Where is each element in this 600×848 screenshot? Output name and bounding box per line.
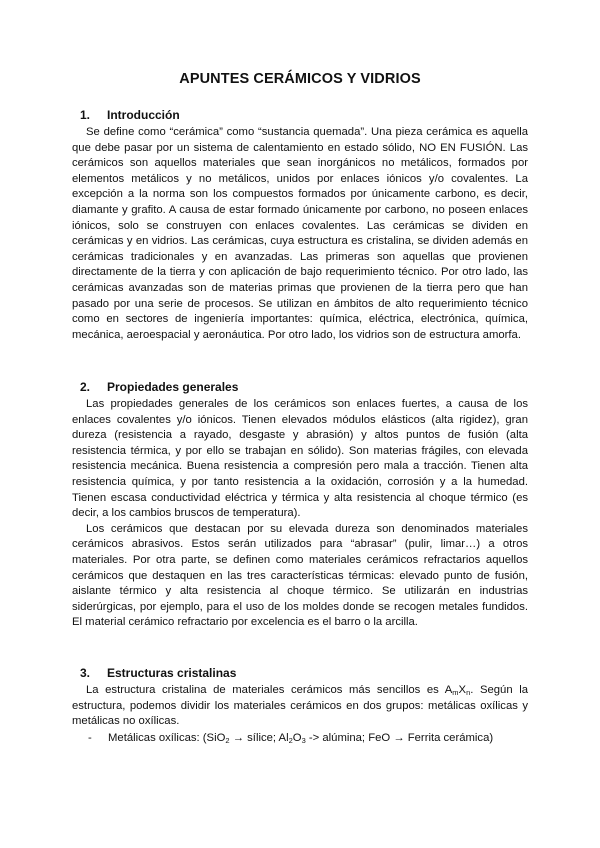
paragraph: Los cerámicos que destacan por su elevada dureza son denominados materiales cerámicos abrasivos. Estos serán utilizados para “abrasar” (pulir, limar…) a otros materiales. Por otra parte, se definen como materiales cerámicos refractarios aquellos cerámicos que destaquen en las tres características térmicas: elevado punto de fusión, aislante térmico y alta resistencia al choque térmico. Se utilizarán en industrias siderúrgicas, por ejemplo, para el uso de los moldes donde se recogen metales fundidos. El material cerámico refractario por excelencia es el barro o la arcilla.: [72, 522, 528, 629]
subscript: n: [466, 688, 471, 697]
page-title: APUNTES CERÁMICOS Y VIDRIOS: [179, 71, 421, 87]
section-heading: [72, 378, 528, 397]
paragraph-text: X: [458, 684, 467, 696]
paragraph: Se define como “cerámica” como “sustancia quemada”. Una pieza cerámica es aquella que debe pasar por un sistema de calentamiento en estado sólido, NO EN FUSIÓN. Las cerámicos son aquellos materiales que sean inorgánicos no metálicos, formados por elementos metálicos y no metálicos, unidos por enlaces iónicos y/o covalentes. La excepción a la norma son los compuestos formados por únicamente carbono, es decir, diamante y grafito. A causa de estar formado únicamente por carbono, no poseen enlaces iónicos, solo se construyen con enlaces covalentes. Las cerámicas se dividen en cerámicas y en vidrios. Las cerámicas, cuya estructura es cristalina, se dividen además en cerámicas tradicionales y en avanzadas. Las primeras son aquellas que provienen directamente de la tierra y con aplicación de bajo requerimiento técnico. Por otro lado, las cerámicas avanzadas son de materias primas que provienen de la tierra pero que han pasado por una serie de procesos. Se utilizan en ámbitos de alto requerimiento técnico como en sectores de ingeniería importantes: química, eléctrica, electrónica, química, mecánica, aeroespacial y aeronáutica. Por otro lado, los vidrios son de estructura amorfa.: [72, 126, 528, 341]
bullet-text-part: → sílice; Al: [229, 731, 289, 744]
section-title: Estructuras cristalinas: [107, 666, 237, 680]
section-title: Introducción: [107, 108, 180, 122]
section-heading: [72, 664, 528, 683]
section-heading: [72, 106, 528, 125]
bullet-text: [108, 730, 528, 746]
section-number: 1.: [80, 108, 91, 122]
section-introduccion: [72, 106, 528, 343]
bullet-text-part: Metálicas oxílicas: (SiO: [108, 731, 226, 744]
paragraph: [72, 683, 528, 730]
bullet-dash: -: [88, 731, 92, 744]
paragraph-text: La estructura cristalina de materiales cerámicos más sencillos es A: [86, 684, 453, 696]
subscript: 2: [288, 735, 293, 745]
section-number: 2.: [80, 380, 91, 394]
paragraph-text: . Según la estructura, podemos dividir los materiales cerámicos en dos grupos: metálicas oxílicas y metálicas no oxílicas.: [72, 684, 528, 728]
bullet-text-part: O: [292, 731, 302, 744]
section-title: Propiedades generales: [107, 380, 239, 394]
subscript: 3: [301, 735, 306, 745]
bullet-text-part: -> alúmina; FeO → Ferrita cerámica): [305, 731, 494, 744]
subscript: m: [452, 688, 459, 697]
list-item: [72, 730, 528, 746]
section-estructuras: [72, 664, 528, 746]
paragraph: Las propiedades generales de los cerámicos son enlaces fuertes, a causa de los enlaces covalentes y/o iónicos. Tienen elevados módulos elásticos (alta rigidez), gran dureza (resistencia a rayado, desgaste y abrasión) y altos puntos de fusión (alta resistencia térmica, y por ello se trabajan en sólido). Son materias frágiles, con elevada resistencia mecánica. Buena resistencia a compresión pero mala a tracción. Tienen alta resistencia química, y por tanto resistencia a la oxidación, corrosión y a la humedad. Tienen escasa conductividad eléctrica y térmica y alta resistencia al choque térmico (es decir, a los cambios bruscos de temperatura).: [72, 398, 528, 520]
subscript: 2: [225, 735, 230, 745]
section-number: 3.: [80, 666, 91, 680]
section-propiedades: [72, 378, 528, 631]
